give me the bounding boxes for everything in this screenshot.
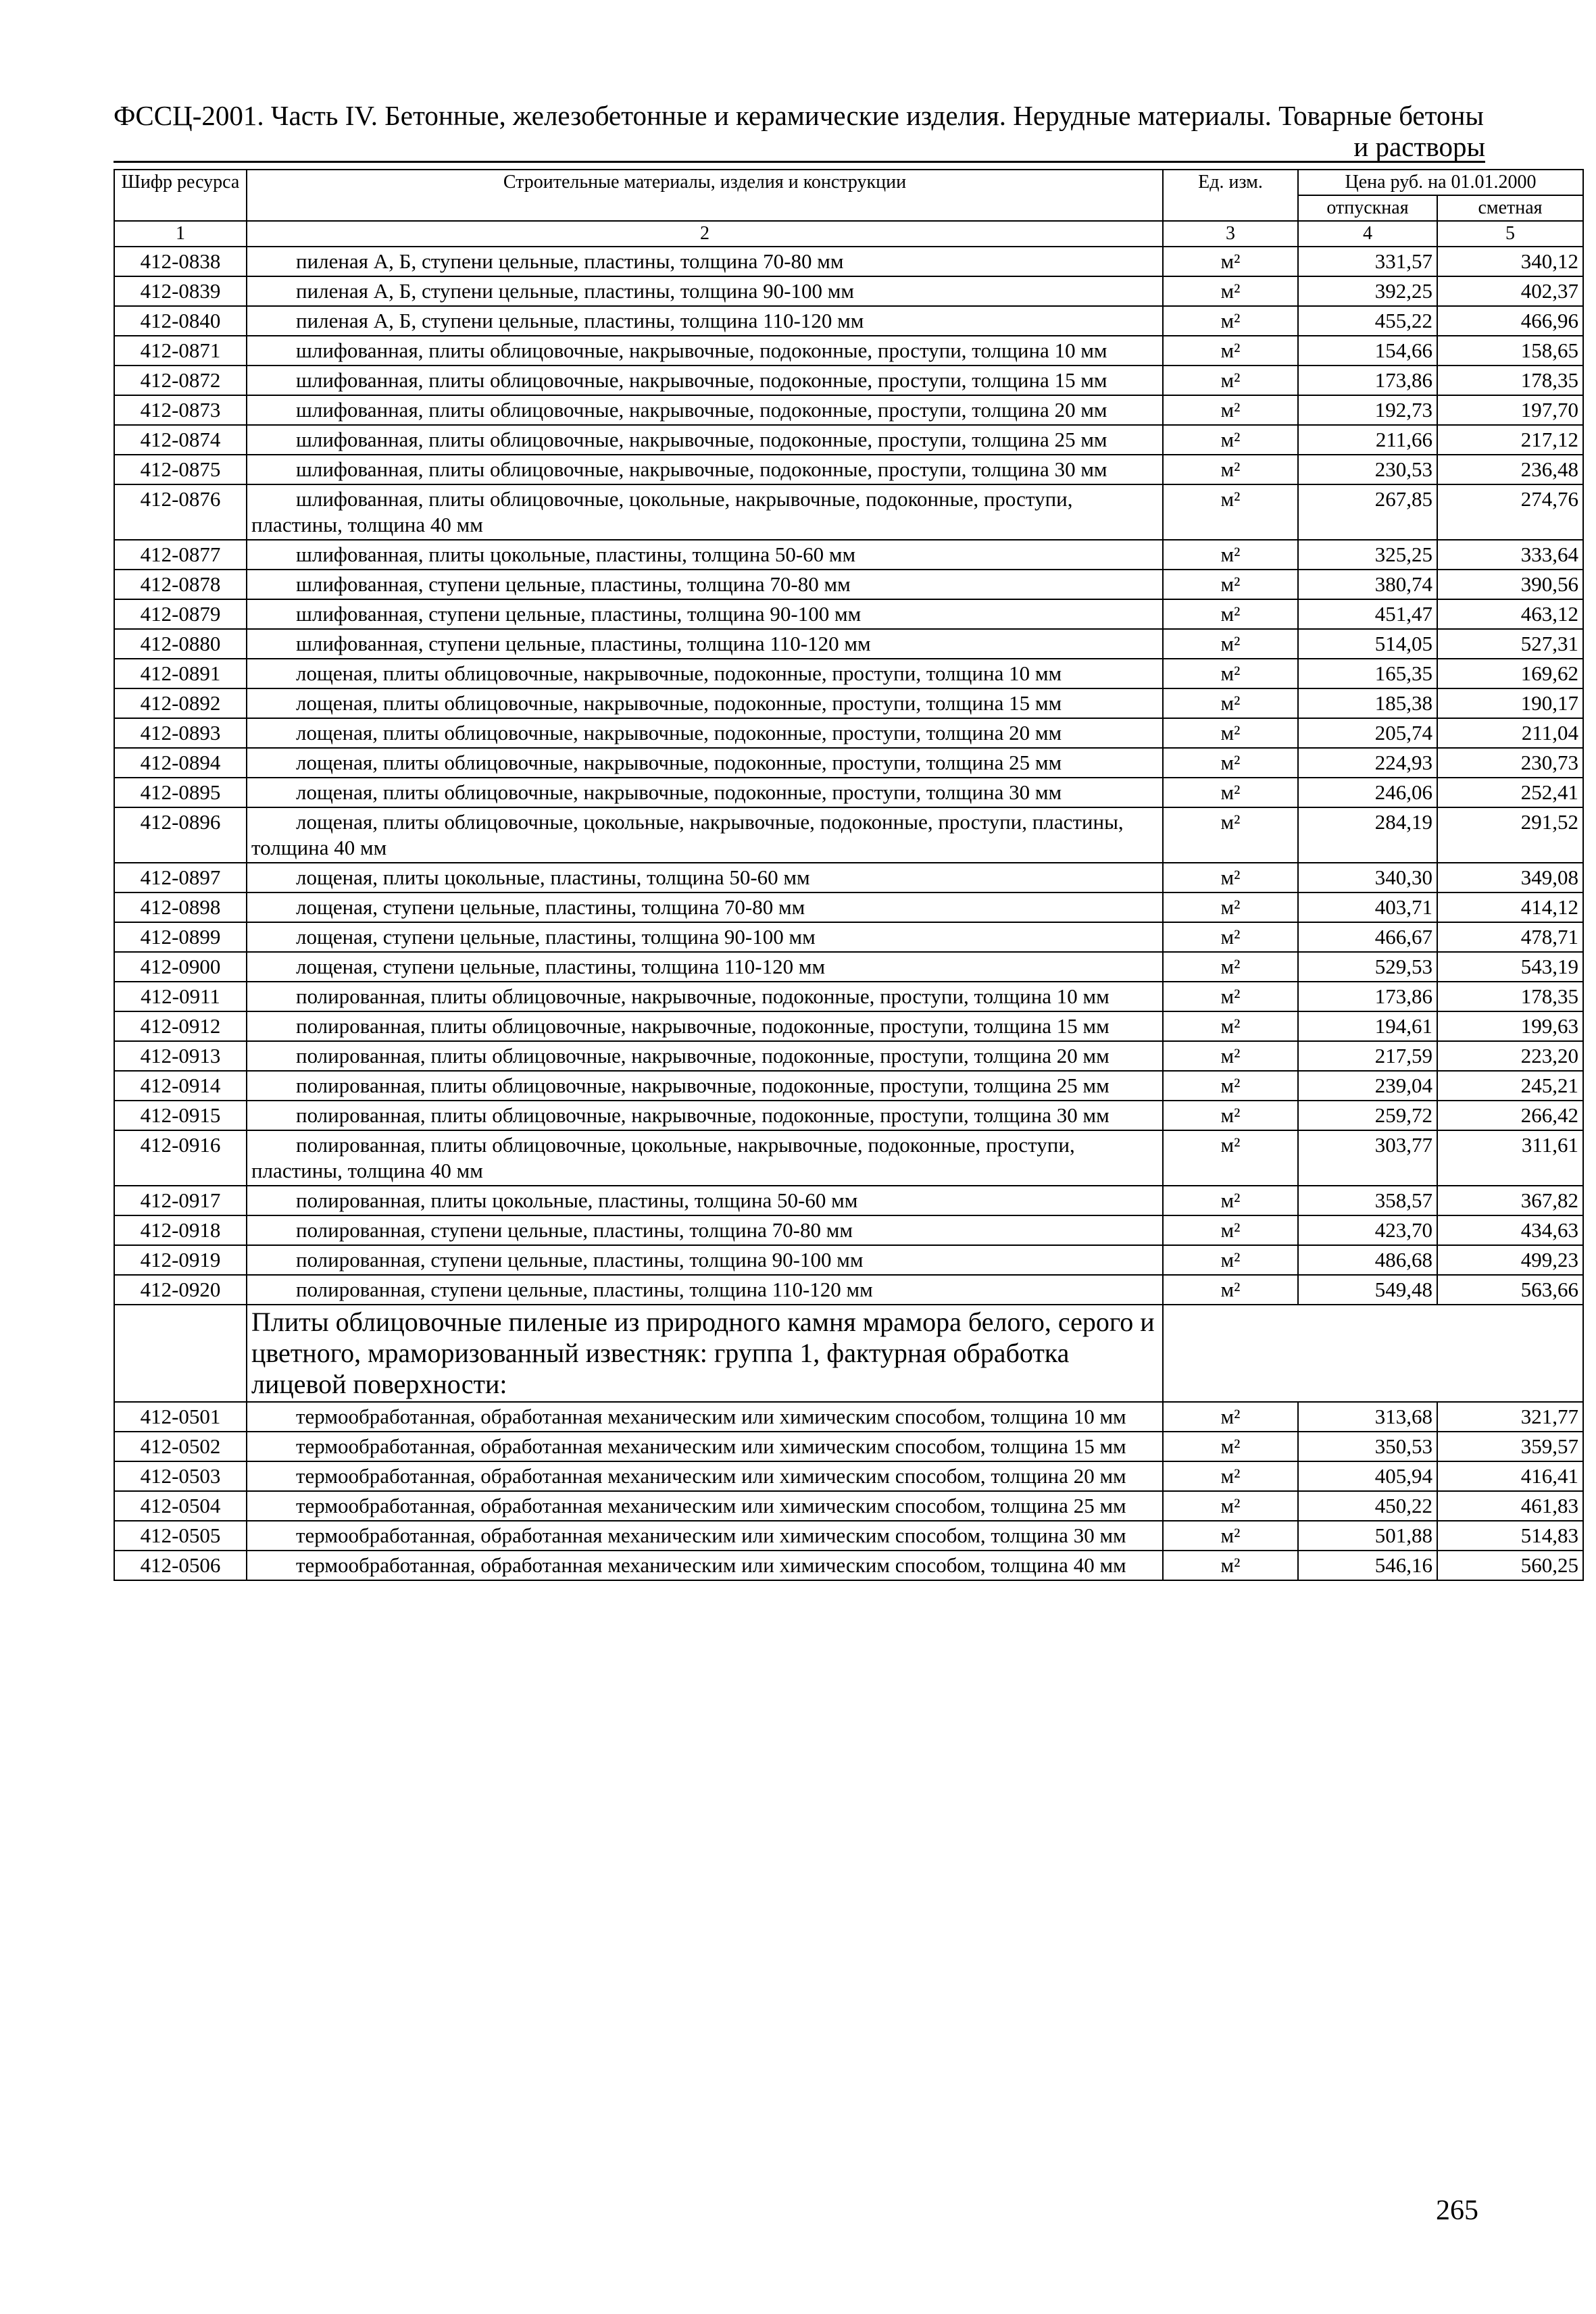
unit-of-measure: м² bbox=[1163, 1041, 1298, 1071]
release-price: 405,94 bbox=[1298, 1461, 1437, 1491]
resource-code: 412-0914 bbox=[114, 1071, 247, 1101]
release-price: 267,85 bbox=[1298, 484, 1437, 540]
estimate-price: 560,25 bbox=[1437, 1551, 1583, 1580]
unit-of-measure: м² bbox=[1163, 1491, 1298, 1521]
table-row bbox=[114, 1215, 1583, 1245]
material-description bbox=[247, 688, 1163, 718]
material-description bbox=[247, 863, 1163, 892]
table-row bbox=[114, 892, 1583, 922]
estimate-price: 266,42 bbox=[1437, 1101, 1583, 1130]
material-description bbox=[247, 1215, 1163, 1245]
unit-of-measure: м² bbox=[1163, 599, 1298, 629]
table-row bbox=[114, 659, 1583, 688]
table-row bbox=[114, 688, 1583, 718]
unit-of-measure: м² bbox=[1163, 629, 1298, 659]
description-text: шлифованная, плиты облицовочные, накрывочные, подоконные, проступи, толщина 15 мм bbox=[296, 368, 1107, 392]
column-number: 3 bbox=[1163, 221, 1298, 247]
unit-of-measure: м² bbox=[1163, 748, 1298, 778]
release-price: 230,53 bbox=[1298, 455, 1437, 484]
material-description bbox=[247, 366, 1163, 395]
description-text: шлифованная, плиты облицовочные, накрывочные, подоконные, проступи, толщина 25 мм bbox=[296, 428, 1107, 451]
resource-code: 412-0838 bbox=[114, 247, 247, 276]
resource-code: 412-0839 bbox=[114, 276, 247, 306]
description-text: шлифованная, плиты облицовочные, накрывочные, подоконные, проступи, толщина 20 мм bbox=[296, 398, 1107, 422]
section-empty-cell bbox=[1163, 1305, 1583, 1402]
material-description bbox=[247, 306, 1163, 336]
release-price: 455,22 bbox=[1298, 306, 1437, 336]
resource-code: 412-0504 bbox=[114, 1491, 247, 1521]
table-body bbox=[114, 247, 1583, 1580]
resource-code: 412-0896 bbox=[114, 807, 247, 863]
release-price: 205,74 bbox=[1298, 718, 1437, 748]
price-table bbox=[114, 169, 1584, 1581]
table-row bbox=[114, 807, 1583, 863]
estimate-price: 333,64 bbox=[1437, 540, 1583, 570]
release-price: 165,35 bbox=[1298, 659, 1437, 688]
section-heading-cell bbox=[247, 1305, 1163, 1402]
header-release-price: отпускная bbox=[1298, 195, 1437, 221]
header-unit: Ед. изм. bbox=[1163, 170, 1298, 221]
release-price: 246,06 bbox=[1298, 778, 1437, 807]
table-row bbox=[114, 599, 1583, 629]
unit-of-measure: м² bbox=[1163, 688, 1298, 718]
material-description bbox=[247, 276, 1163, 306]
description-text: лощеная, ступени цельные, пластины, толщина 90-100 мм bbox=[296, 925, 816, 949]
description-text: термообработанная, обработанная механическим или химическим способом, толщина 25 мм bbox=[296, 1494, 1126, 1517]
resource-code: 412-0895 bbox=[114, 778, 247, 807]
header-price: Цена руб. на 01.01.2000 bbox=[1298, 170, 1583, 195]
estimate-price: 390,56 bbox=[1437, 570, 1583, 599]
description-text: лощеная, ступени цельные, пластины, толщина 110-120 мм bbox=[296, 955, 826, 978]
estimate-price: 359,57 bbox=[1437, 1432, 1583, 1461]
description-text: полированная, ступени цельные, пластины, толщина 90-100 мм bbox=[296, 1248, 864, 1272]
resource-code: 412-0918 bbox=[114, 1215, 247, 1245]
unit-of-measure: м² bbox=[1163, 1551, 1298, 1580]
unit-of-measure: м² bbox=[1163, 922, 1298, 952]
resource-code: 412-0912 bbox=[114, 1011, 247, 1041]
material-description bbox=[247, 1432, 1163, 1461]
resource-code: 412-0919 bbox=[114, 1245, 247, 1275]
table-row bbox=[114, 1130, 1583, 1186]
table-row bbox=[114, 336, 1583, 366]
estimate-price: 291,52 bbox=[1437, 807, 1583, 863]
material-description bbox=[247, 599, 1163, 629]
material-description bbox=[247, 1101, 1163, 1130]
unit-of-measure: м² bbox=[1163, 1186, 1298, 1215]
release-price: 259,72 bbox=[1298, 1101, 1437, 1130]
header-description: Строительные материалы, изделия и конструкции bbox=[247, 170, 1163, 221]
unit-of-measure: м² bbox=[1163, 1071, 1298, 1101]
material-description bbox=[247, 1461, 1163, 1491]
description-text: шлифованная, ступени цельные, пластины, толщина 70-80 мм bbox=[296, 572, 851, 596]
release-price: 224,93 bbox=[1298, 748, 1437, 778]
resource-code: 412-0897 bbox=[114, 863, 247, 892]
estimate-price: 402,37 bbox=[1437, 276, 1583, 306]
estimate-price: 478,71 bbox=[1437, 922, 1583, 952]
estimate-price: 197,70 bbox=[1437, 395, 1583, 425]
release-price: 194,61 bbox=[1298, 1011, 1437, 1041]
material-description bbox=[247, 982, 1163, 1011]
description-text: полированная, плиты облицовочные, цокольные, накрывочные, подоконные, проступи, пластины, толщина 40 мм bbox=[251, 1133, 1075, 1182]
estimate-price: 499,23 bbox=[1437, 1245, 1583, 1275]
material-description bbox=[247, 570, 1163, 599]
table-row bbox=[114, 863, 1583, 892]
estimate-price: 178,35 bbox=[1437, 982, 1583, 1011]
resource-code: 412-0920 bbox=[114, 1275, 247, 1305]
table-row bbox=[114, 276, 1583, 306]
table-row bbox=[114, 748, 1583, 778]
section-heading: Плиты облицовочные пиленые из природного камня мрамора белого, серого и цветного, мраморизованный известняк: группа 1, фактурная обработка лицевой поверхности: bbox=[251, 1307, 1155, 1399]
table-row bbox=[114, 1245, 1583, 1275]
resource-code: 412-0899 bbox=[114, 922, 247, 952]
table-row bbox=[114, 484, 1583, 540]
release-price: 380,74 bbox=[1298, 570, 1437, 599]
header-title-line2: и растворы bbox=[1353, 131, 1485, 162]
description-text: лощеная, плиты облицовочные, цокольные, накрывочные, подоконные, проступи, пластины, толщина 40 мм bbox=[251, 810, 1124, 859]
unit-of-measure: м² bbox=[1163, 952, 1298, 982]
estimate-price: 414,12 bbox=[1437, 892, 1583, 922]
table-row bbox=[114, 922, 1583, 952]
resource-code: 412-0915 bbox=[114, 1101, 247, 1130]
unit-of-measure: м² bbox=[1163, 659, 1298, 688]
unit-of-measure: м² bbox=[1163, 1215, 1298, 1245]
resource-code: 412-0502 bbox=[114, 1432, 247, 1461]
table-row bbox=[114, 778, 1583, 807]
description-text: полированная, плиты облицовочные, накрывочные, подоконные, проступи, толщина 20 мм bbox=[296, 1044, 1109, 1067]
material-description bbox=[247, 659, 1163, 688]
resource-code: 412-0898 bbox=[114, 892, 247, 922]
table-row bbox=[114, 982, 1583, 1011]
unit-of-measure: м² bbox=[1163, 425, 1298, 455]
table-row bbox=[114, 1491, 1583, 1521]
material-description bbox=[247, 1130, 1163, 1186]
description-text: полированная, ступени цельные, пластины, толщина 110-120 мм bbox=[296, 1278, 873, 1301]
unit-of-measure: м² bbox=[1163, 247, 1298, 276]
description-text: лощеная, плиты облицовочные, накрывочные, подоконные, проступи, толщина 25 мм bbox=[296, 751, 1062, 774]
unit-of-measure: м² bbox=[1163, 1461, 1298, 1491]
description-text: лощеная, плиты облицовочные, накрывочные, подоконные, проступи, толщина 20 мм bbox=[296, 721, 1062, 745]
column-number: 5 bbox=[1437, 221, 1583, 247]
estimate-price: 416,41 bbox=[1437, 1461, 1583, 1491]
estimate-price: 169,62 bbox=[1437, 659, 1583, 688]
description-text: шлифованная, плиты облицовочные, накрывочные, подоконные, проступи, толщина 10 мм bbox=[296, 338, 1107, 362]
unit-of-measure: м² bbox=[1163, 1432, 1298, 1461]
header-rule bbox=[114, 161, 1485, 163]
unit-of-measure: м² bbox=[1163, 1402, 1298, 1432]
material-description bbox=[247, 748, 1163, 778]
header-code: Шифр ресурса bbox=[114, 170, 247, 221]
release-price: 358,57 bbox=[1298, 1186, 1437, 1215]
resource-code: 412-0873 bbox=[114, 395, 247, 425]
release-price: 501,88 bbox=[1298, 1521, 1437, 1551]
description-text: термообработанная, обработанная механическим или химическим способом, толщина 20 мм bbox=[296, 1464, 1126, 1488]
estimate-price: 543,19 bbox=[1437, 952, 1583, 982]
unit-of-measure: м² bbox=[1163, 1245, 1298, 1275]
unit-of-measure: м² bbox=[1163, 306, 1298, 336]
table-row bbox=[114, 1521, 1583, 1551]
material-description bbox=[247, 1491, 1163, 1521]
table-row bbox=[114, 1186, 1583, 1215]
material-description bbox=[247, 1186, 1163, 1215]
unit-of-measure: м² bbox=[1163, 1011, 1298, 1041]
estimate-price: 158,65 bbox=[1437, 336, 1583, 366]
column-number: 1 bbox=[114, 221, 247, 247]
material-description bbox=[247, 952, 1163, 982]
table-row bbox=[114, 1402, 1583, 1432]
table-row bbox=[114, 570, 1583, 599]
estimate-price: 311,61 bbox=[1437, 1130, 1583, 1186]
estimate-price: 527,31 bbox=[1437, 629, 1583, 659]
estimate-price: 178,35 bbox=[1437, 366, 1583, 395]
estimate-price: 461,83 bbox=[1437, 1491, 1583, 1521]
release-price: 403,71 bbox=[1298, 892, 1437, 922]
table-row bbox=[114, 1432, 1583, 1461]
estimate-price: 340,12 bbox=[1437, 247, 1583, 276]
estimate-price: 252,41 bbox=[1437, 778, 1583, 807]
material-description bbox=[247, 1551, 1163, 1580]
estimate-price: 563,66 bbox=[1437, 1275, 1583, 1305]
unit-of-measure: м² bbox=[1163, 455, 1298, 484]
unit-of-measure: м² bbox=[1163, 276, 1298, 306]
estimate-price: 245,21 bbox=[1437, 1071, 1583, 1101]
material-description bbox=[247, 1071, 1163, 1101]
material-description bbox=[247, 1011, 1163, 1041]
material-description bbox=[247, 247, 1163, 276]
table-row bbox=[114, 952, 1583, 982]
unit-of-measure: м² bbox=[1163, 807, 1298, 863]
estimate-price: 211,04 bbox=[1437, 718, 1583, 748]
release-price: 450,22 bbox=[1298, 1491, 1437, 1521]
material-description bbox=[247, 922, 1163, 952]
resource-code: 412-0506 bbox=[114, 1551, 247, 1580]
column-number-row bbox=[114, 221, 1583, 247]
table-row bbox=[114, 395, 1583, 425]
table-row bbox=[114, 629, 1583, 659]
unit-of-measure: м² bbox=[1163, 718, 1298, 748]
unit-of-measure: м² bbox=[1163, 1130, 1298, 1186]
release-price: 192,73 bbox=[1298, 395, 1437, 425]
material-description bbox=[247, 718, 1163, 748]
unit-of-measure: м² bbox=[1163, 1521, 1298, 1551]
estimate-price: 466,96 bbox=[1437, 306, 1583, 336]
material-description bbox=[247, 540, 1163, 570]
resource-code: 412-0893 bbox=[114, 718, 247, 748]
estimate-price: 274,76 bbox=[1437, 484, 1583, 540]
table-row bbox=[114, 1011, 1583, 1041]
description-text: лощеная, ступени цельные, пластины, толщина 70-80 мм bbox=[296, 895, 805, 919]
unit-of-measure: м² bbox=[1163, 336, 1298, 366]
release-price: 350,53 bbox=[1298, 1432, 1437, 1461]
estimate-price: 514,83 bbox=[1437, 1521, 1583, 1551]
description-text: лощеная, плиты облицовочные, накрывочные, подоконные, проступи, толщина 30 мм bbox=[296, 780, 1062, 804]
description-text: полированная, плиты цокольные, пластины, толщина 50-60 мм bbox=[296, 1188, 858, 1212]
table-row bbox=[114, 306, 1583, 336]
material-description bbox=[247, 629, 1163, 659]
estimate-price: 223,20 bbox=[1437, 1041, 1583, 1071]
unit-of-measure: м² bbox=[1163, 570, 1298, 599]
table-row bbox=[114, 1551, 1583, 1580]
table-row bbox=[114, 1101, 1583, 1130]
resource-code: 412-0880 bbox=[114, 629, 247, 659]
description-text: термообработанная, обработанная механическим или химическим способом, толщина 40 мм bbox=[296, 1553, 1126, 1577]
description-text: полированная, плиты облицовочные, накрывочные, подоконные, проступи, толщина 30 мм bbox=[296, 1103, 1109, 1127]
material-description bbox=[247, 336, 1163, 366]
description-text: термообработанная, обработанная механическим или химическим способом, толщина 10 мм bbox=[296, 1405, 1126, 1428]
release-price: 529,53 bbox=[1298, 952, 1437, 982]
unit-of-measure: м² bbox=[1163, 540, 1298, 570]
page-header bbox=[114, 100, 1485, 162]
release-price: 173,86 bbox=[1298, 366, 1437, 395]
description-text: шлифованная, ступени цельные, пластины, толщина 90-100 мм bbox=[296, 602, 862, 626]
estimate-price: 230,73 bbox=[1437, 748, 1583, 778]
unit-of-measure: м² bbox=[1163, 982, 1298, 1011]
resource-code: 412-0916 bbox=[114, 1130, 247, 1186]
section-heading-row bbox=[114, 1305, 1583, 1402]
estimate-price: 236,48 bbox=[1437, 455, 1583, 484]
estimate-price: 434,63 bbox=[1437, 1215, 1583, 1245]
table-row bbox=[114, 1071, 1583, 1101]
unit-of-measure: м² bbox=[1163, 484, 1298, 540]
resource-code: 412-0501 bbox=[114, 1402, 247, 1432]
section-code-cell bbox=[114, 1305, 247, 1402]
material-description bbox=[247, 1041, 1163, 1071]
description-text: полированная, ступени цельные, пластины, толщина 70-80 мм bbox=[296, 1218, 853, 1242]
description-text: пиленая А, Б, ступени цельные, пластины, толщина 90-100 мм bbox=[296, 279, 854, 303]
release-price: 331,57 bbox=[1298, 247, 1437, 276]
resource-code: 412-0891 bbox=[114, 659, 247, 688]
table-row bbox=[114, 1275, 1583, 1305]
release-price: 546,16 bbox=[1298, 1551, 1437, 1580]
description-text: лощеная, плиты облицовочные, накрывочные, подоконные, проступи, толщина 10 мм bbox=[296, 661, 1062, 685]
estimate-price: 190,17 bbox=[1437, 688, 1583, 718]
description-text: шлифованная, плиты цокольные, пластины, толщина 50-60 мм bbox=[296, 543, 856, 566]
description-text: шлифованная, плиты облицовочные, накрывочные, подоконные, проступи, толщина 30 мм bbox=[296, 457, 1107, 481]
resource-code: 412-0875 bbox=[114, 455, 247, 484]
unit-of-measure: м² bbox=[1163, 395, 1298, 425]
resource-code: 412-0911 bbox=[114, 982, 247, 1011]
release-price: 173,86 bbox=[1298, 982, 1437, 1011]
material-description bbox=[247, 807, 1163, 863]
material-description bbox=[247, 425, 1163, 455]
release-price: 392,25 bbox=[1298, 276, 1437, 306]
column-number: 2 bbox=[247, 221, 1163, 247]
description-text: полированная, плиты облицовочные, накрывочные, подоконные, проступи, толщина 10 мм bbox=[296, 984, 1109, 1008]
resource-code: 412-0872 bbox=[114, 366, 247, 395]
resource-code: 412-0878 bbox=[114, 570, 247, 599]
description-text: пиленая А, Б, ступени цельные, пластины, толщина 110-120 мм bbox=[296, 309, 864, 332]
description-text: лощеная, плиты облицовочные, накрывочные, подоконные, проступи, толщина 15 мм bbox=[296, 691, 1062, 715]
release-price: 486,68 bbox=[1298, 1245, 1437, 1275]
release-price: 325,25 bbox=[1298, 540, 1437, 570]
description-text: полированная, плиты облицовочные, накрывочные, подоконные, проступи, толщина 25 мм bbox=[296, 1074, 1109, 1097]
release-price: 451,47 bbox=[1298, 599, 1437, 629]
release-price: 313,68 bbox=[1298, 1402, 1437, 1432]
unit-of-measure: м² bbox=[1163, 892, 1298, 922]
release-price: 239,04 bbox=[1298, 1071, 1437, 1101]
unit-of-measure: м² bbox=[1163, 863, 1298, 892]
resource-code: 412-0876 bbox=[114, 484, 247, 540]
column-number: 4 bbox=[1298, 221, 1437, 247]
release-price: 211,66 bbox=[1298, 425, 1437, 455]
estimate-price: 463,12 bbox=[1437, 599, 1583, 629]
release-price: 303,77 bbox=[1298, 1130, 1437, 1186]
table-row bbox=[114, 425, 1583, 455]
resource-code: 412-0913 bbox=[114, 1041, 247, 1071]
description-text: пиленая А, Б, ступени цельные, пластины, толщина 70-80 мм bbox=[296, 249, 844, 273]
unit-of-measure: м² bbox=[1163, 1101, 1298, 1130]
material-description bbox=[247, 1402, 1163, 1432]
page-number: 265 bbox=[1436, 2195, 1478, 2226]
resource-code: 412-0874 bbox=[114, 425, 247, 455]
resource-code: 412-0892 bbox=[114, 688, 247, 718]
release-price: 549,48 bbox=[1298, 1275, 1437, 1305]
estimate-price: 321,77 bbox=[1437, 1402, 1583, 1432]
description-text: полированная, плиты облицовочные, накрывочные, подоконные, проступи, толщина 15 мм bbox=[296, 1014, 1109, 1038]
release-price: 217,59 bbox=[1298, 1041, 1437, 1071]
table-row bbox=[114, 540, 1583, 570]
table-header-row bbox=[114, 170, 1583, 195]
material-description bbox=[247, 1245, 1163, 1275]
table-row bbox=[114, 718, 1583, 748]
material-description bbox=[247, 455, 1163, 484]
header-title-line1: ФССЦ-2001. Часть IV. Бетонные, железобетонные и керамические изделия. Нерудные материалы. Товарные бетоны bbox=[114, 100, 1484, 131]
resource-code: 412-0505 bbox=[114, 1521, 247, 1551]
release-price: 466,67 bbox=[1298, 922, 1437, 952]
resource-code: 412-0894 bbox=[114, 748, 247, 778]
table-row bbox=[114, 1461, 1583, 1491]
release-price: 514,05 bbox=[1298, 629, 1437, 659]
description-text: лощеная, плиты цокольные, пластины, толщина 50-60 мм bbox=[296, 865, 810, 889]
material-description bbox=[247, 395, 1163, 425]
unit-of-measure: м² bbox=[1163, 778, 1298, 807]
material-description bbox=[247, 778, 1163, 807]
release-price: 284,19 bbox=[1298, 807, 1437, 863]
description-text: шлифованная, ступени цельные, пластины, толщина 110-120 мм bbox=[296, 632, 871, 655]
resource-code: 412-0840 bbox=[114, 306, 247, 336]
estimate-price: 199,63 bbox=[1437, 1011, 1583, 1041]
description-text: шлифованная, плиты облицовочные, цокольные, накрывочные, подоконные, проступи, пластины, толщина 40 мм bbox=[251, 487, 1073, 536]
table-row bbox=[114, 1041, 1583, 1071]
resource-code: 412-0879 bbox=[114, 599, 247, 629]
description-text: термообработанная, обработанная механическим или химическим способом, толщина 30 мм bbox=[296, 1524, 1126, 1547]
estimate-price: 217,12 bbox=[1437, 425, 1583, 455]
resource-code: 412-0871 bbox=[114, 336, 247, 366]
release-price: 185,38 bbox=[1298, 688, 1437, 718]
material-description bbox=[247, 892, 1163, 922]
resource-code: 412-0900 bbox=[114, 952, 247, 982]
table-row bbox=[114, 366, 1583, 395]
material-description bbox=[247, 1521, 1163, 1551]
estimate-price: 367,82 bbox=[1437, 1186, 1583, 1215]
material-description bbox=[247, 484, 1163, 540]
header-estimate-price: сметная bbox=[1437, 195, 1583, 221]
unit-of-measure: м² bbox=[1163, 1275, 1298, 1305]
resource-code: 412-0917 bbox=[114, 1186, 247, 1215]
material-description bbox=[247, 1275, 1163, 1305]
release-price: 423,70 bbox=[1298, 1215, 1437, 1245]
table-row bbox=[114, 455, 1583, 484]
description-text: термообработанная, обработанная механическим или химическим способом, толщина 15 мм bbox=[296, 1434, 1126, 1458]
estimate-price: 349,08 bbox=[1437, 863, 1583, 892]
release-price: 340,30 bbox=[1298, 863, 1437, 892]
table-row bbox=[114, 247, 1583, 276]
release-price: 154,66 bbox=[1298, 336, 1437, 366]
resource-code: 412-0877 bbox=[114, 540, 247, 570]
resource-code: 412-0503 bbox=[114, 1461, 247, 1491]
unit-of-measure: м² bbox=[1163, 366, 1298, 395]
